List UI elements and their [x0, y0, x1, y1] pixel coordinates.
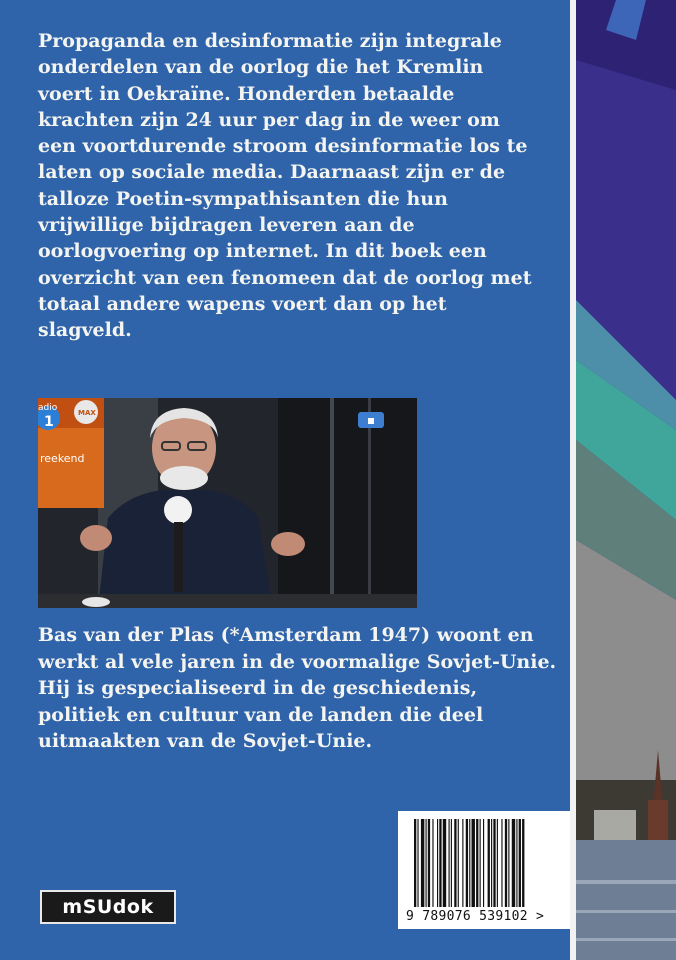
barcode-bar [428, 819, 430, 907]
barcode-bar [414, 819, 416, 907]
barcode-bar [516, 819, 517, 907]
barcode-bar [472, 819, 475, 907]
author-photo [38, 398, 417, 608]
barcode-bar [417, 819, 418, 907]
screen-text-1: adio [38, 403, 58, 413]
barcode-bar [483, 819, 484, 907]
barcode-bar [462, 819, 463, 907]
barcode-bar [493, 819, 495, 907]
barcode-bar [449, 819, 450, 907]
barcode-bar [432, 819, 433, 907]
barcode-bar [476, 819, 478, 907]
barcode-bar [421, 819, 424, 907]
screen-text-2: 1 [44, 414, 54, 430]
screen-text-3: reekend [40, 452, 85, 465]
isbn-number: 9 789076 539102 > [406, 909, 545, 924]
barcode-bar [512, 819, 515, 907]
screen-badge: MAX [78, 409, 96, 417]
barcode-bar [508, 819, 509, 907]
author-bio: Bas van der Plas (*Amsterdam 1947) woont en werkt al vele jaren in de voormalige Sovjet-Unie. Hij is gespecialiseerd in de geschiedenis, politiek en cultuur van de landen die deel uitmaakten van de Sovjet-Unie. [38, 624, 557, 752]
barcode-bar [501, 819, 502, 907]
barcode-bar [454, 819, 456, 907]
barcode-bar [458, 819, 459, 907]
barcode-bar [522, 819, 524, 907]
barcode-bar [505, 819, 507, 907]
barcode-bar [469, 819, 470, 907]
barcode-bar [488, 819, 490, 907]
blurb-text: Propaganda en desinformatie zijn integrale onderdelen van de oorlog die het Kremlin voert in Oekraïne. Honderden betaalde krachten zijn 24 uur per dag in de weer om een voortdurende stroom desinformatie los te laten op sociale media. Daarnaast zijn er de talloze Poetin-sympathisanten die hun vrijwillige bijdragen leveren aan de oorlogvoering op internet. In dit boek een overzicht van een fenomeen dat de oorlog met totaal andere wapens voert dan op het slagveld. [38, 30, 532, 342]
barcode-bar [426, 819, 427, 907]
barcode-bar [480, 819, 481, 907]
isbn-barcode [398, 811, 570, 929]
barcode-bar [466, 819, 468, 907]
barcode-bar [451, 819, 452, 907]
barcode-bar [497, 819, 498, 907]
barcode-bar [443, 819, 446, 907]
barcode-bar [437, 819, 438, 907]
publisher-logo-text: mSUdok [62, 896, 154, 918]
barcode-bar [519, 819, 521, 907]
front-cover-edge [576, 0, 676, 960]
barcode-bar [439, 819, 441, 907]
barcode-bar [491, 819, 492, 907]
publisher-logo [40, 890, 176, 924]
barcode-bars [414, 819, 554, 907]
